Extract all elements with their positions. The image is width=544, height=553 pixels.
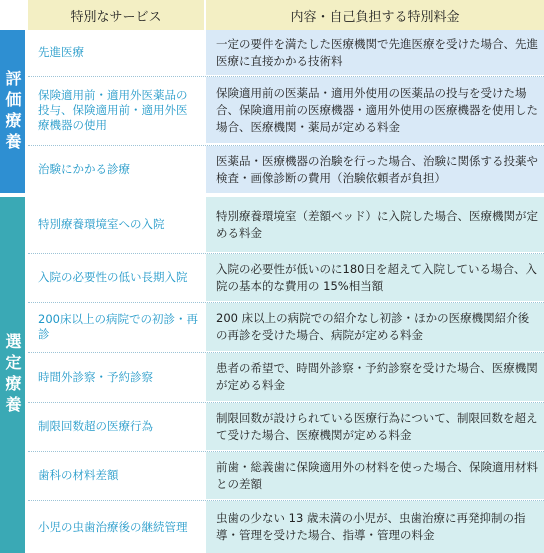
group-label-hyoka (0, 30, 25, 193)
table-row (28, 254, 544, 301)
service-name: 治験にかかる診療 (28, 146, 204, 193)
service-name: 歯科の材料差額 (28, 452, 204, 499)
service-content: 制限回数が設けられている医療行為について、制限回数を超えて受けた場合、医療機関が定める料金 (206, 403, 544, 450)
table-row (28, 403, 544, 450)
table-row (28, 353, 544, 401)
table-row (28, 452, 544, 499)
service-name: 制限回数超の医療行為 (28, 403, 204, 450)
service-content: 保険適用前の医薬品・適用外使用の医薬品の投与を受けた場合、保険適用前の医療機器・適用外使用の医療機器を使用した場合、医療機関・薬局が定める料金 (206, 77, 544, 143)
service-content: 患者の希望で、時間外診察・予約診察を受けた場合、医療機関が定める料金 (206, 353, 544, 401)
service-content: 虫歯の少ない 13 歳未満の小児が、虫歯治療に再発抑制の指導・管理を受けた場合、指導・管理の料金 (206, 501, 544, 553)
service-content: 200 床以上の病院での紹介なし初診・ほかの医療機関紹介後の再診を受けた場合、病院が定める料金 (206, 303, 544, 351)
table-row (28, 501, 544, 553)
group-label-text: 選定療養 (3, 333, 22, 417)
service-content: 前歯・総義歯に保険適用外の材料を使った場合、保険適用材料との差額 (206, 452, 544, 499)
service-name: 保険適用前・適用外医薬品の投与、保険適用前・適用外医療機器の使用 (28, 77, 204, 143)
service-content: 医薬品・医療機器の治験を行った場合、治験に関係する投薬や検査・画像診断の費用（治験依頼者が負担） (206, 146, 544, 193)
service-content: 特別療養環境室（差額ベッド）に入院した場合、医療機関が定める料金 (206, 197, 544, 252)
table-row (28, 30, 544, 75)
service-name: 先進医療 (28, 30, 204, 75)
table-header (0, 0, 544, 30)
service-name: 特別療養環境室への入院 (28, 197, 204, 252)
service-name: 200床以上の病院での初診・再診 (28, 303, 204, 351)
header-service: 特別なサービス (28, 0, 204, 30)
group-label-text: 評価療養 (3, 69, 22, 154)
service-content: 入院の必要性が低いのに180日を超えて入院している場合、入院の基本的な費用の 15%相当額 (206, 254, 544, 301)
service-name: 入院の必要性の低い長期入院 (28, 254, 204, 301)
service-name: 時間外診察・予約診察 (28, 353, 204, 401)
table-row (28, 146, 544, 193)
service-content: 一定の要件を満たした医療機関で先進医療を受けた場合、先進医療に直接かかる技術料 (206, 30, 544, 75)
group-label-sentei (0, 197, 25, 553)
header-content: 内容・自己負担する特別料金 (206, 0, 544, 30)
table-row (28, 197, 544, 252)
table-row (28, 77, 544, 143)
table-row (28, 303, 544, 351)
header-corner (0, 0, 27, 30)
service-name: 小児の虫歯治療後の継続管理 (28, 501, 204, 553)
